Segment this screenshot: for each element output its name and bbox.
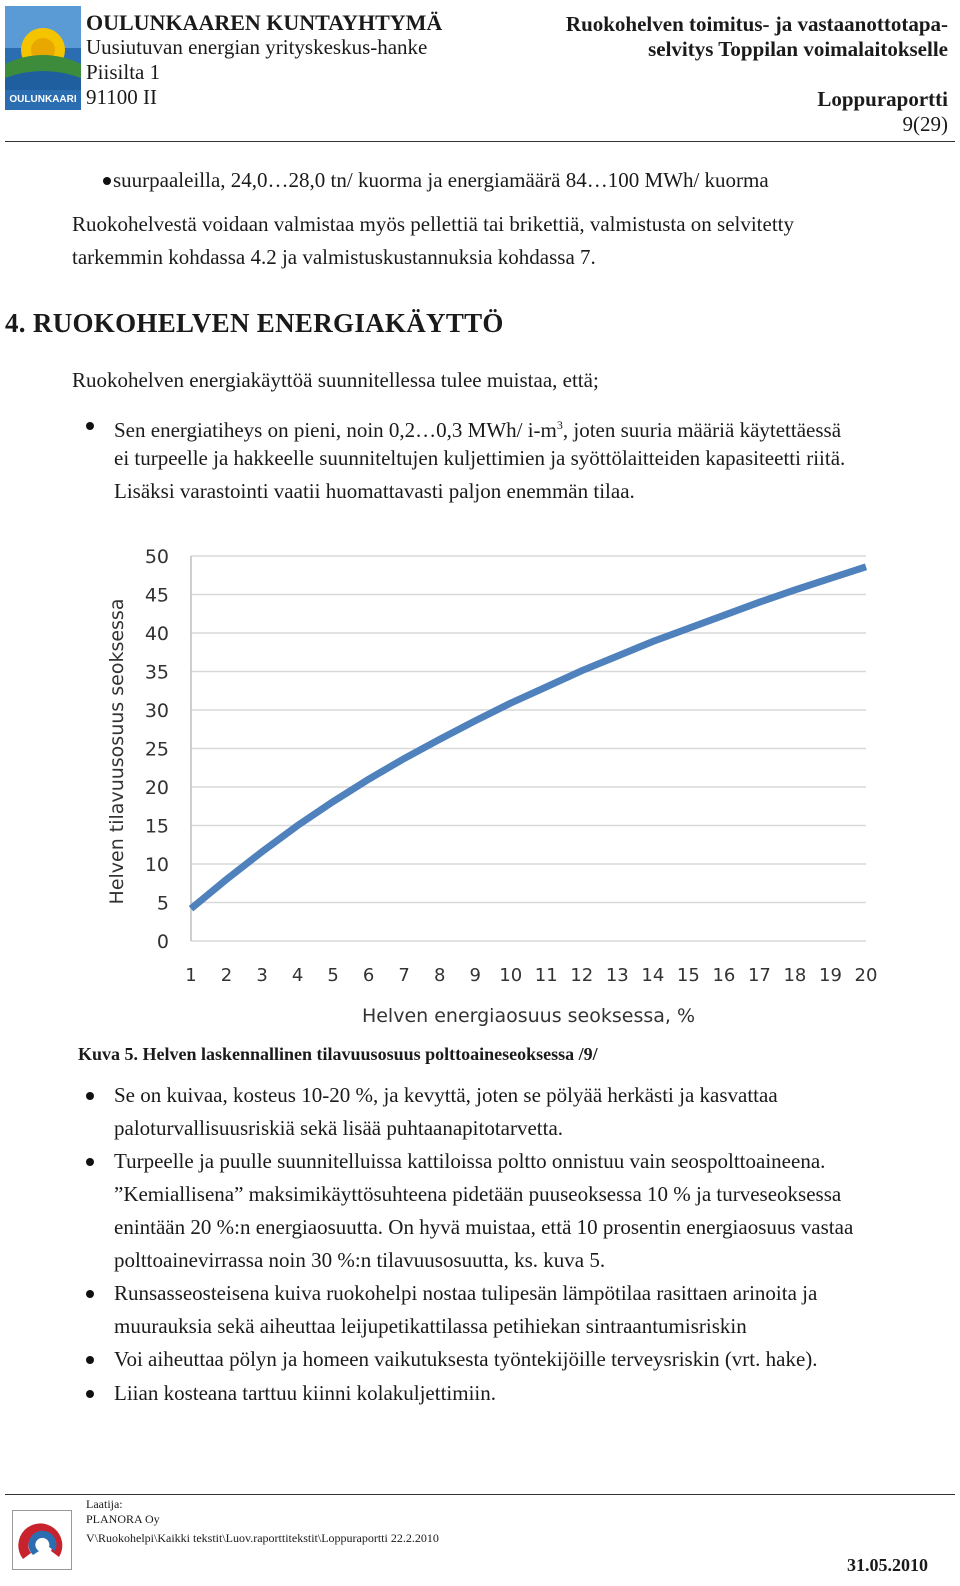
line-chart [95, 535, 895, 1035]
paragraph-line: Ruokohelvestä voidaan valmistaa myös pellettiä tai brikettiä, valmistusta on selvitetty [72, 212, 795, 236]
y-tick-label: 45 [144, 584, 169, 607]
x-tick-label: 16 [712, 965, 736, 986]
bullet-dot [86, 1290, 94, 1298]
bullet-dot [86, 422, 94, 430]
y-axis-ticks [145, 546, 169, 953]
footer-date: 31.05.2010 [847, 1555, 928, 1575]
bullet-item-6-line1: Liian kosteana tarttuu kiinni kolakuljettimiin. [114, 1381, 497, 1405]
footer-author: PLANORA Oy [86, 1512, 160, 1526]
bullet-item-1-line2: ei turpeelle ja hakkeelle suunniteltujen kuljettimien ja syöttölaitteiden kapasiteetti riitä. [114, 446, 846, 470]
x-tick-label: 18 [783, 965, 807, 986]
y-tick-label: 40 [144, 623, 169, 645]
bullet-dot [86, 1390, 94, 1398]
bullet-dot [86, 1158, 94, 1166]
x-tick-label: 19 [819, 965, 842, 986]
y-tick-label: 20 [144, 777, 169, 799]
x-tick-label: 10 [499, 965, 523, 986]
y-tick-label: 25 [144, 738, 169, 761]
bullet-text: , joten suuria määriä käytettäessä [562, 418, 842, 442]
x-tick-label: 8 [433, 965, 446, 986]
bullet-item-1-line3: Lisäksi varastointi vaatii huomattavasti paljon enemmän tilaa. [114, 479, 635, 503]
x-tick-label: 6 [362, 965, 375, 986]
superscript: 3 [556, 418, 563, 432]
y-tick-label: 35 [144, 661, 169, 684]
intro-text: Ruokohelven energiakäyttöä suunnitellessa tulee muistaa, että; [72, 368, 599, 392]
x-tick-label: 13 [605, 965, 629, 986]
project-name: Uusiutuvan energian yrityskeskus-hanke [86, 35, 428, 59]
series-line [191, 567, 866, 909]
doc-type: Loppuraportti [817, 87, 948, 111]
logo-text: OULUNKAARI [9, 94, 77, 105]
x-tick-label: 17 [747, 965, 771, 986]
x-tick-label: 15 [676, 965, 700, 986]
x-tick-label: 9 [469, 965, 481, 986]
y-tick-label: 15 [144, 815, 169, 838]
planora-logo [12, 1510, 72, 1570]
bullet-item-2-line2: paloturvallisuusriskiä sekä lisää puhtaanapitotarvetta. [114, 1116, 564, 1140]
bullet-item-3-line1: Turpeelle ja puulle suunnitelluissa kattiloissa poltto onnistuu vain seospolttoaineena. [114, 1149, 826, 1173]
chart-grid [191, 556, 866, 941]
footer-author-label: Laatija: [86, 1497, 123, 1511]
bullet-item-3-line3: enintään 20 %:n energiaosuutta. On hyvä muistaa, että 10 prosentin energiaosuus vastaa [114, 1215, 854, 1239]
figure-caption: Kuva 5. Helven laskennallinen tilavuusosuus polttoaineseoksessa /9/ [78, 1044, 598, 1064]
y-tick-label: 10 [144, 854, 169, 876]
footer-path: V\Ruokohelpi\Kaikki tekstit\Luov.raporttitekstit\Loppuraportti 22.2.2010 [86, 1531, 439, 1545]
x-tick-label: 1 [185, 965, 197, 986]
bullet-item-5-line1: Voi aiheuttaa pölyn ja homeen vaikutuksesta työntekijöille terveysriskin (vrt. hake). [114, 1347, 818, 1371]
bullet-dot [86, 1092, 94, 1100]
x-tick-label: 2 [220, 965, 233, 986]
y-tick-label: 50 [144, 546, 169, 568]
y-tick-label: 30 [144, 700, 169, 722]
bullet-item-3-line4: polttoainevirrassa noin 30 %:n tilavuusosuutta, ks. kuva 5. [114, 1248, 606, 1272]
x-tick-label: 20 [854, 965, 878, 986]
x-tick-label: 11 [534, 965, 558, 986]
y-tick-label: 0 [156, 931, 169, 953]
x-tick-label: 4 [291, 965, 304, 986]
street-address: Piisilta 1 [86, 60, 161, 84]
doc-title-line1: Ruokohelven toimitus- ja vastaanottotapa- [565, 12, 948, 36]
bullet-item-2-line1: Se on kuivaa, kosteus 10-20 %, ja kevyttä, joten se pölyää herkästi ja kasvattaa [114, 1083, 778, 1107]
bullet-item-4-line1: Runsasseosteisena kuiva ruokohelpi nostaa tulipesän lämpötilaa rasittaen arinoita ja [114, 1281, 818, 1305]
y-axis-label: Helven tilavuusosuus seoksessa [106, 598, 128, 905]
y-tick-label: 5 [156, 892, 169, 915]
doc-title-line2: selvitys Toppilan voimalaitokselle [648, 37, 948, 61]
org-name: OULUNKAAREN KUNTAYHTYMÄ [86, 10, 443, 35]
page-number: 9(29) [902, 112, 948, 136]
bullet-item-4-line2: muurauksia sekä aiheuttaa leijupetikattilassa petihiekan sintraantumisriskin [114, 1314, 747, 1338]
header-divider [5, 141, 955, 142]
x-tick-label: 3 [256, 965, 268, 986]
bullet-top-text: suurpaaleilla, 24,0…28,0 tn/ kuorma ja energiamäärä 84…100 MWh/ kuorma [113, 168, 769, 192]
bullet-text: Sen energiatiheys on pieni, noin 0,2…0,3 MWh/ i-m [114, 418, 557, 442]
x-tick-label: 14 [641, 965, 665, 986]
x-tick-label: 12 [570, 965, 594, 986]
paragraph-line: tarkemmin kohdassa 4.2 ja valmistuskustannuksia kohdassa 7. [72, 245, 596, 269]
postal-address: 91100 II [86, 85, 157, 109]
bullet-dot [86, 1356, 94, 1364]
x-tick-label: 5 [327, 965, 339, 986]
header-document-info [566, 12, 948, 137]
x-axis-label: Helven energiaosuus seoksessa, % [361, 1005, 696, 1027]
oulunkaari-logo [5, 6, 81, 110]
header-organization [86, 10, 442, 110]
section-heading: 4. RUOKOHELVEN ENERGIAKÄYTTÖ [5, 308, 504, 338]
x-axis-ticks [185, 965, 877, 986]
x-tick-label: 7 [398, 965, 410, 986]
bullet-item-3-line2: ”Kemiallisena” maksimikäyttösuhteena pidetään puuseoksessa 10 % ja turveseoksessa [114, 1182, 842, 1206]
bullet-dot [103, 177, 111, 185]
footer-divider [5, 1494, 955, 1495]
